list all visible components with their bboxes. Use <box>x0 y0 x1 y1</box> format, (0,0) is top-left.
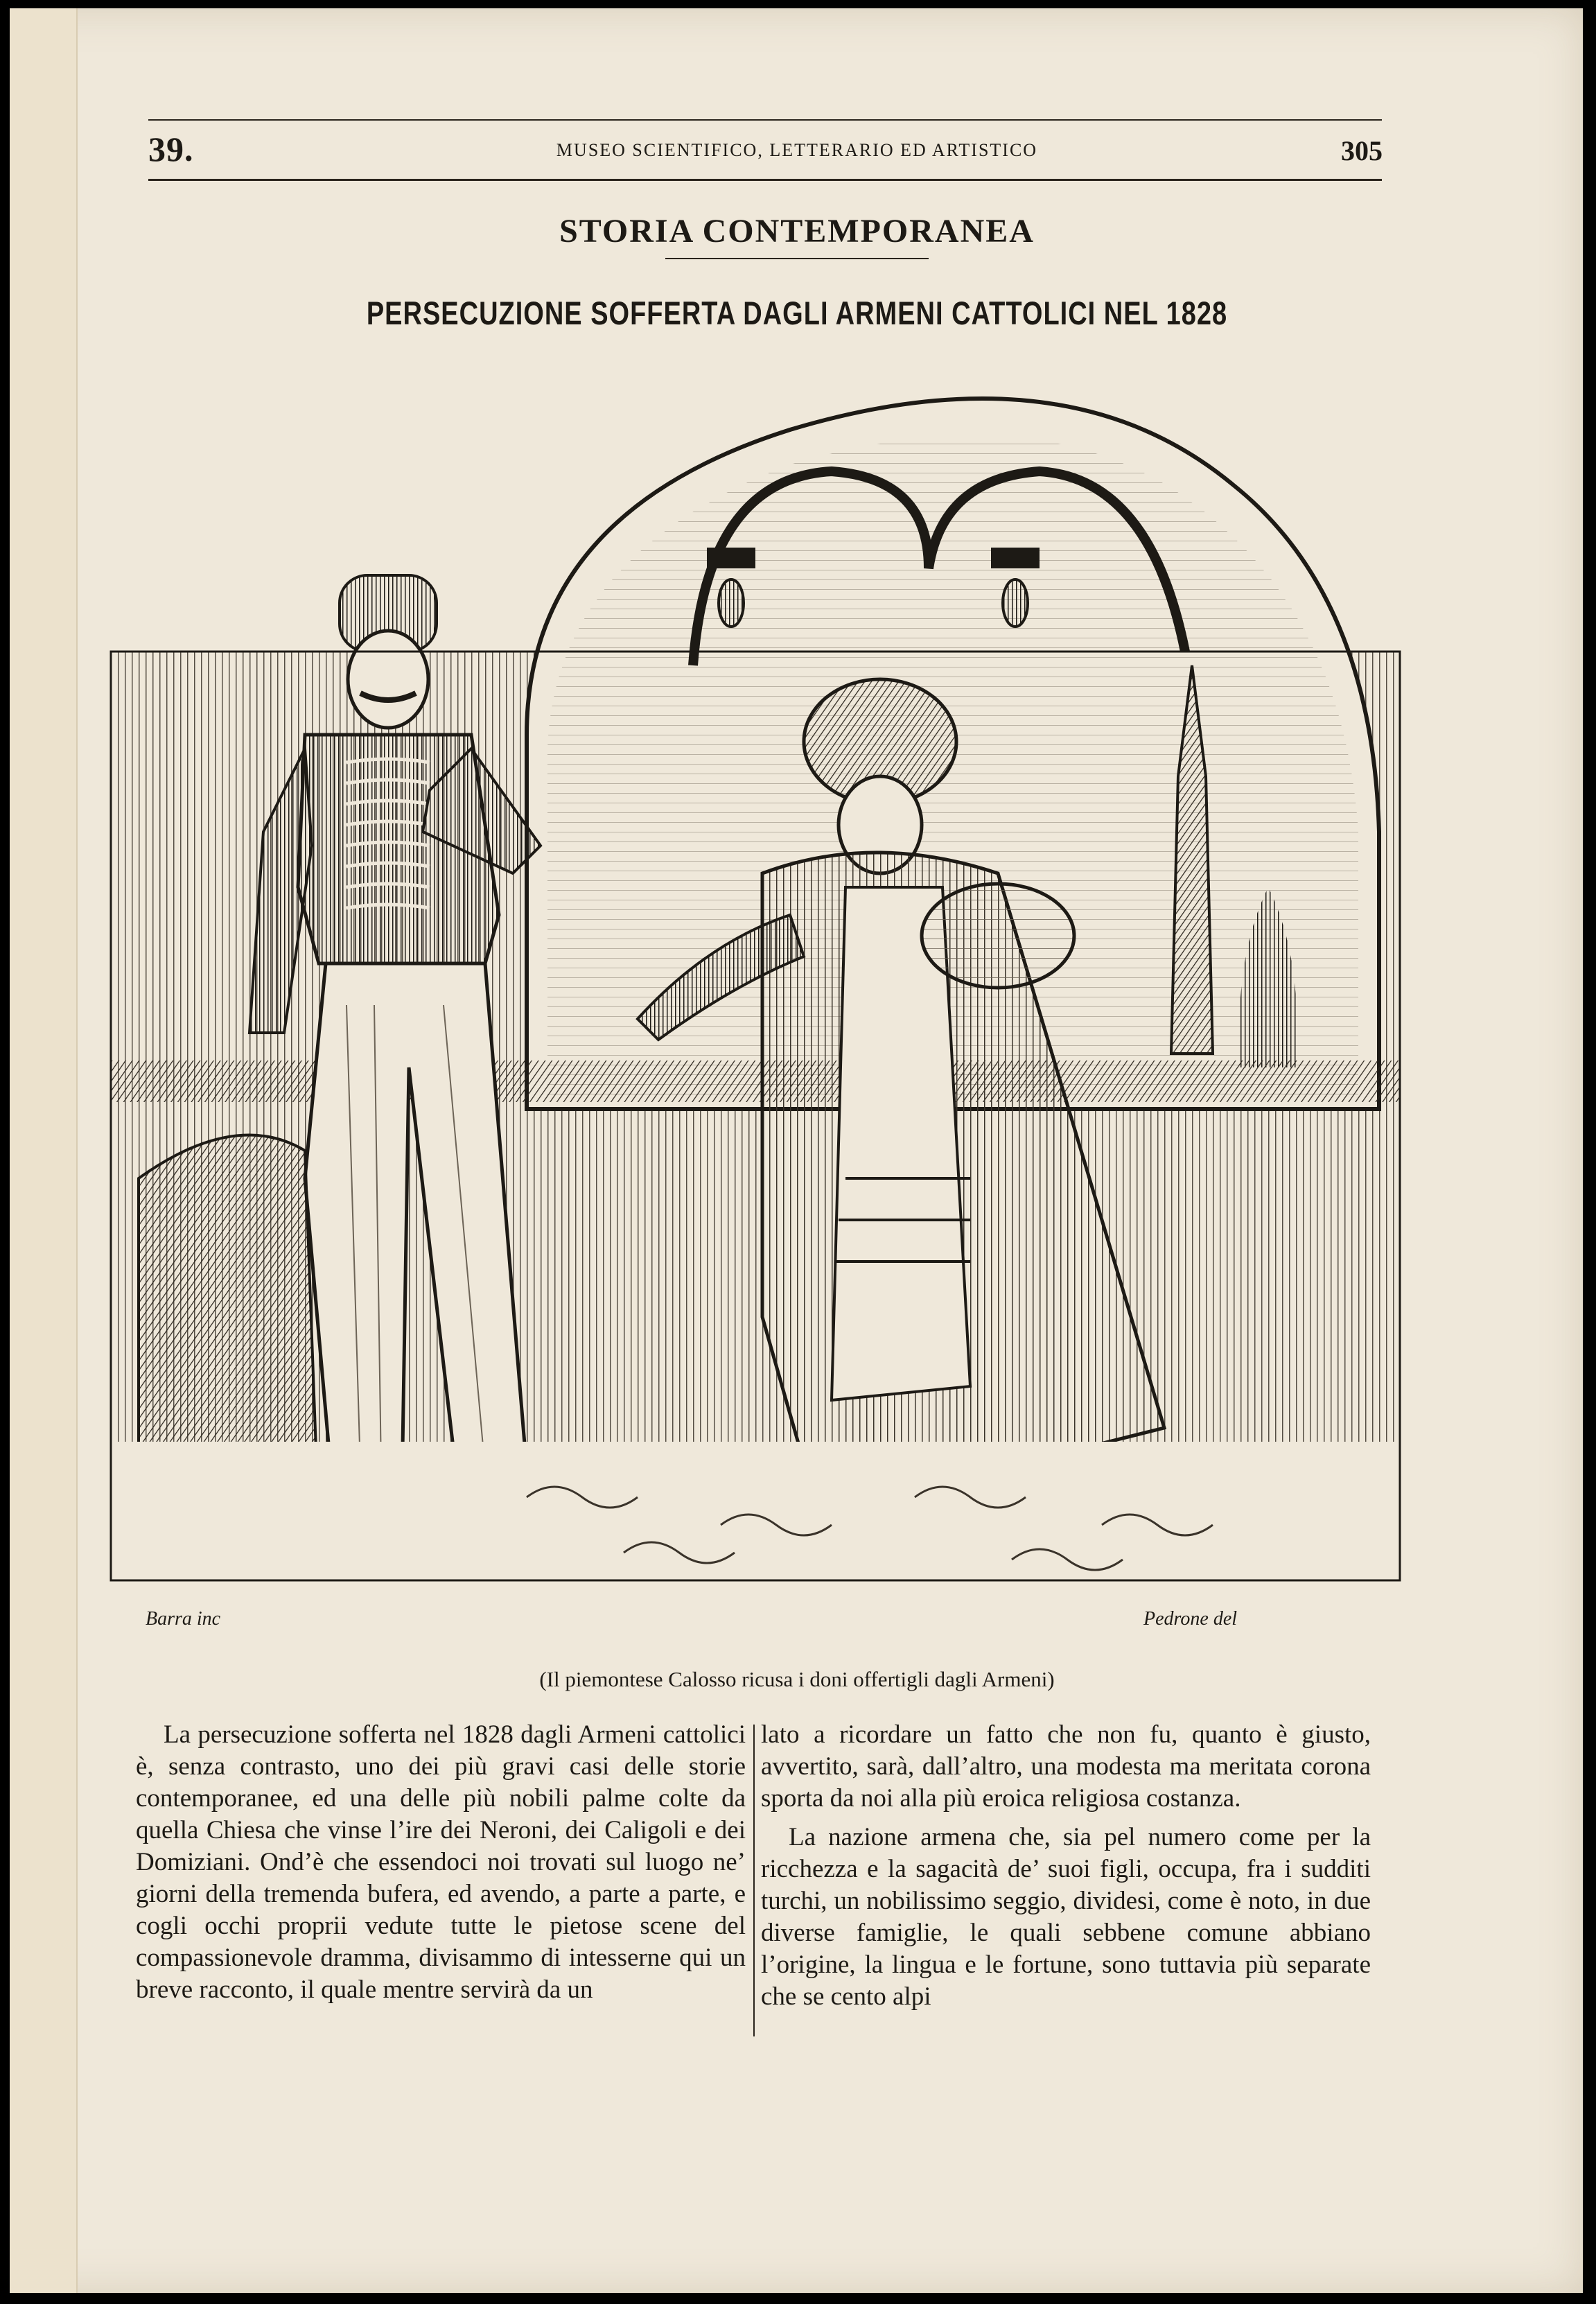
page-number-left: 39. <box>148 130 194 168</box>
body-paragraph: lato a ricordare un fatto che non fu, quanto è giusto, avvertito, sarà, dall’altro, una modesta ma meritata corona sporta da noi alla più eroica religiosa costanza. <box>761 1720 1371 1813</box>
body-left-column <box>136 1719 746 2006</box>
body-paragraph: La nazione armena che, sia pel numero come per la ricchezza e la sagacità de’ suoi figli, occupa, fra i sudditi turchi, un nobilissimo seggio, dividesi, come è noto, in due diverse famiglie, le quali sebbene comune abbiano l’origine, la lingua e le fortune, sono tuttavia più separate che se cento alpi <box>761 1823 1371 2011</box>
section-title: STORIA CONTEMPORANEA <box>559 213 1035 250</box>
column-divider <box>753 1725 755 2036</box>
engraver-credit: Barra inc <box>146 1608 221 1630</box>
artist-credit: Pedrone del <box>1143 1608 1238 1630</box>
body-right-column <box>761 1719 1371 2013</box>
engraving-illustration <box>97 347 1414 1664</box>
binding-edge <box>10 8 78 2293</box>
body-paragraph: La persecuzione sofferta nel 1828 dagli Armeni cattolici è, senza contrasto, uno dei più gravi casi delle storie contemporanee, ed una delle più nobili palme colte da quella Chiesa che vinse l’ire dei Neroni, dei Caligoli e dei Domiziani. Ond’è che essendoci noi trovati sul luogo ne’ giorni della tremenda bufera, ed avendo, a parte a parte, e cogli occhi proprii vedute tutte le pietose scene del compassionevole dramma, divisammo di intesserne qui un breve racconto, il quale mentre servirà da un <box>136 1720 746 2004</box>
header-top-rule <box>148 119 1382 121</box>
floor <box>111 1442 1400 1580</box>
header-bottom-rule <box>148 179 1382 181</box>
title-underline <box>665 258 929 259</box>
page-number-right: 305 <box>1341 135 1383 166</box>
article-title: PERSECUZIONE SOFFERTA DAGLI ARMENI CATTOLICI NEL 1828 <box>366 295 1228 333</box>
illustration-caption: (Il piemontese Calosso ricusa i doni offertigli dagli Armeni) <box>539 1667 1055 1691</box>
running-title: MUSEO SCIENTIFICO, LETTERARIO ED ARTISTICO <box>556 140 1038 160</box>
